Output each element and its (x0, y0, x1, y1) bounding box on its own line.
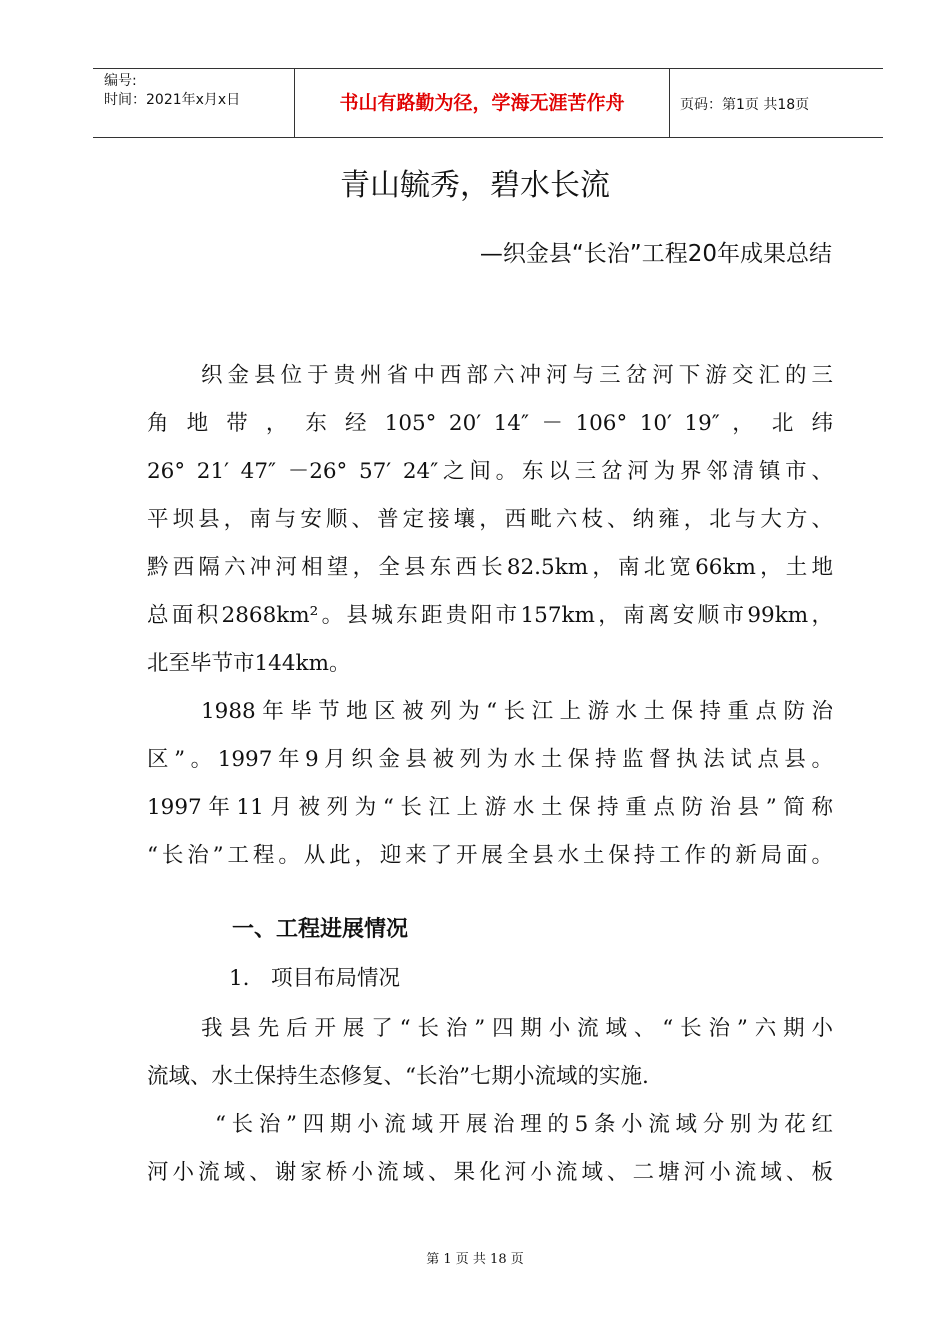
header-page-cell (670, 69, 883, 137)
text-line: 区”。1997年9月织金县被列为水土保持监督执法试点县。 (147, 747, 833, 772)
time-label: 时间：2021年x月x日 (104, 92, 241, 108)
document-subtitle: —织金县“长治”工程20年成果总结 (479, 241, 832, 267)
text-line: “长治”四期小流域开展治理的5条小流域分别为花红 (215, 1112, 833, 1137)
text-line: 1997年11月被列为“长江上游水土保持重点防治县”简称 (147, 795, 833, 820)
text-line: 平坝县，南与安顺、普定接壤，西毗六枝、纳雍，北与大方、 (147, 507, 833, 532)
motto-text: 书山有路勤为径，学海无涯苦作舟 (339, 92, 625, 114)
text-line: 流域、水土保持生态修复、“长治”七期小流域的实施. (147, 1064, 649, 1089)
page-code: 页码：第1页 共18页 (680, 97, 810, 113)
text-line: 织金县位于贵州省中西部六冲河与三岔河下游交汇的三 (201, 363, 833, 388)
page-footer: 第 1 页 共 18 页 (426, 1252, 524, 1267)
text-line: 26° 21′ 47″ －26° 57′ 24″之间。东以三岔河为界邻清镇市、 (147, 459, 833, 484)
text-line: 1988年毕节地区被列为“长江上游水土保持重点防治 (201, 699, 833, 724)
text-line: 我县先后开展了“长治”四期小流域、“长治”六期小 (201, 1016, 833, 1041)
header-meta-cell (93, 69, 295, 137)
text-line: 河小流域、谢家桥小流域、果化河小流域、二塘河小流域、板 (147, 1160, 833, 1185)
header-motto-cell (295, 69, 670, 137)
document-title: 青山毓秀，碧水长流 (340, 168, 610, 203)
number-label: 编号: (104, 73, 137, 89)
text-line: 总面积2868km²。县城东距贵阳市157km，南离安顺市99km， (147, 603, 833, 628)
text-line: “长治”工程。从此，迎来了开展全县水土保持工作的新局面。 (147, 843, 833, 868)
section-heading: 一、工程进展情况 (232, 917, 409, 942)
text-line: 黔西隔六冲河相望，全县东西长82.5km，南北宽66km，土地 (147, 555, 833, 580)
text-line: 北至毕节市144km。 (147, 651, 351, 676)
header-table (93, 68, 883, 138)
text-line: 角 地 带 ， 东 经 105° 20′ 14″ － 106° 10′ 19″ ， 北 纬 (147, 411, 833, 436)
subsection-heading: 1. 项目布局情况 (229, 966, 401, 991)
